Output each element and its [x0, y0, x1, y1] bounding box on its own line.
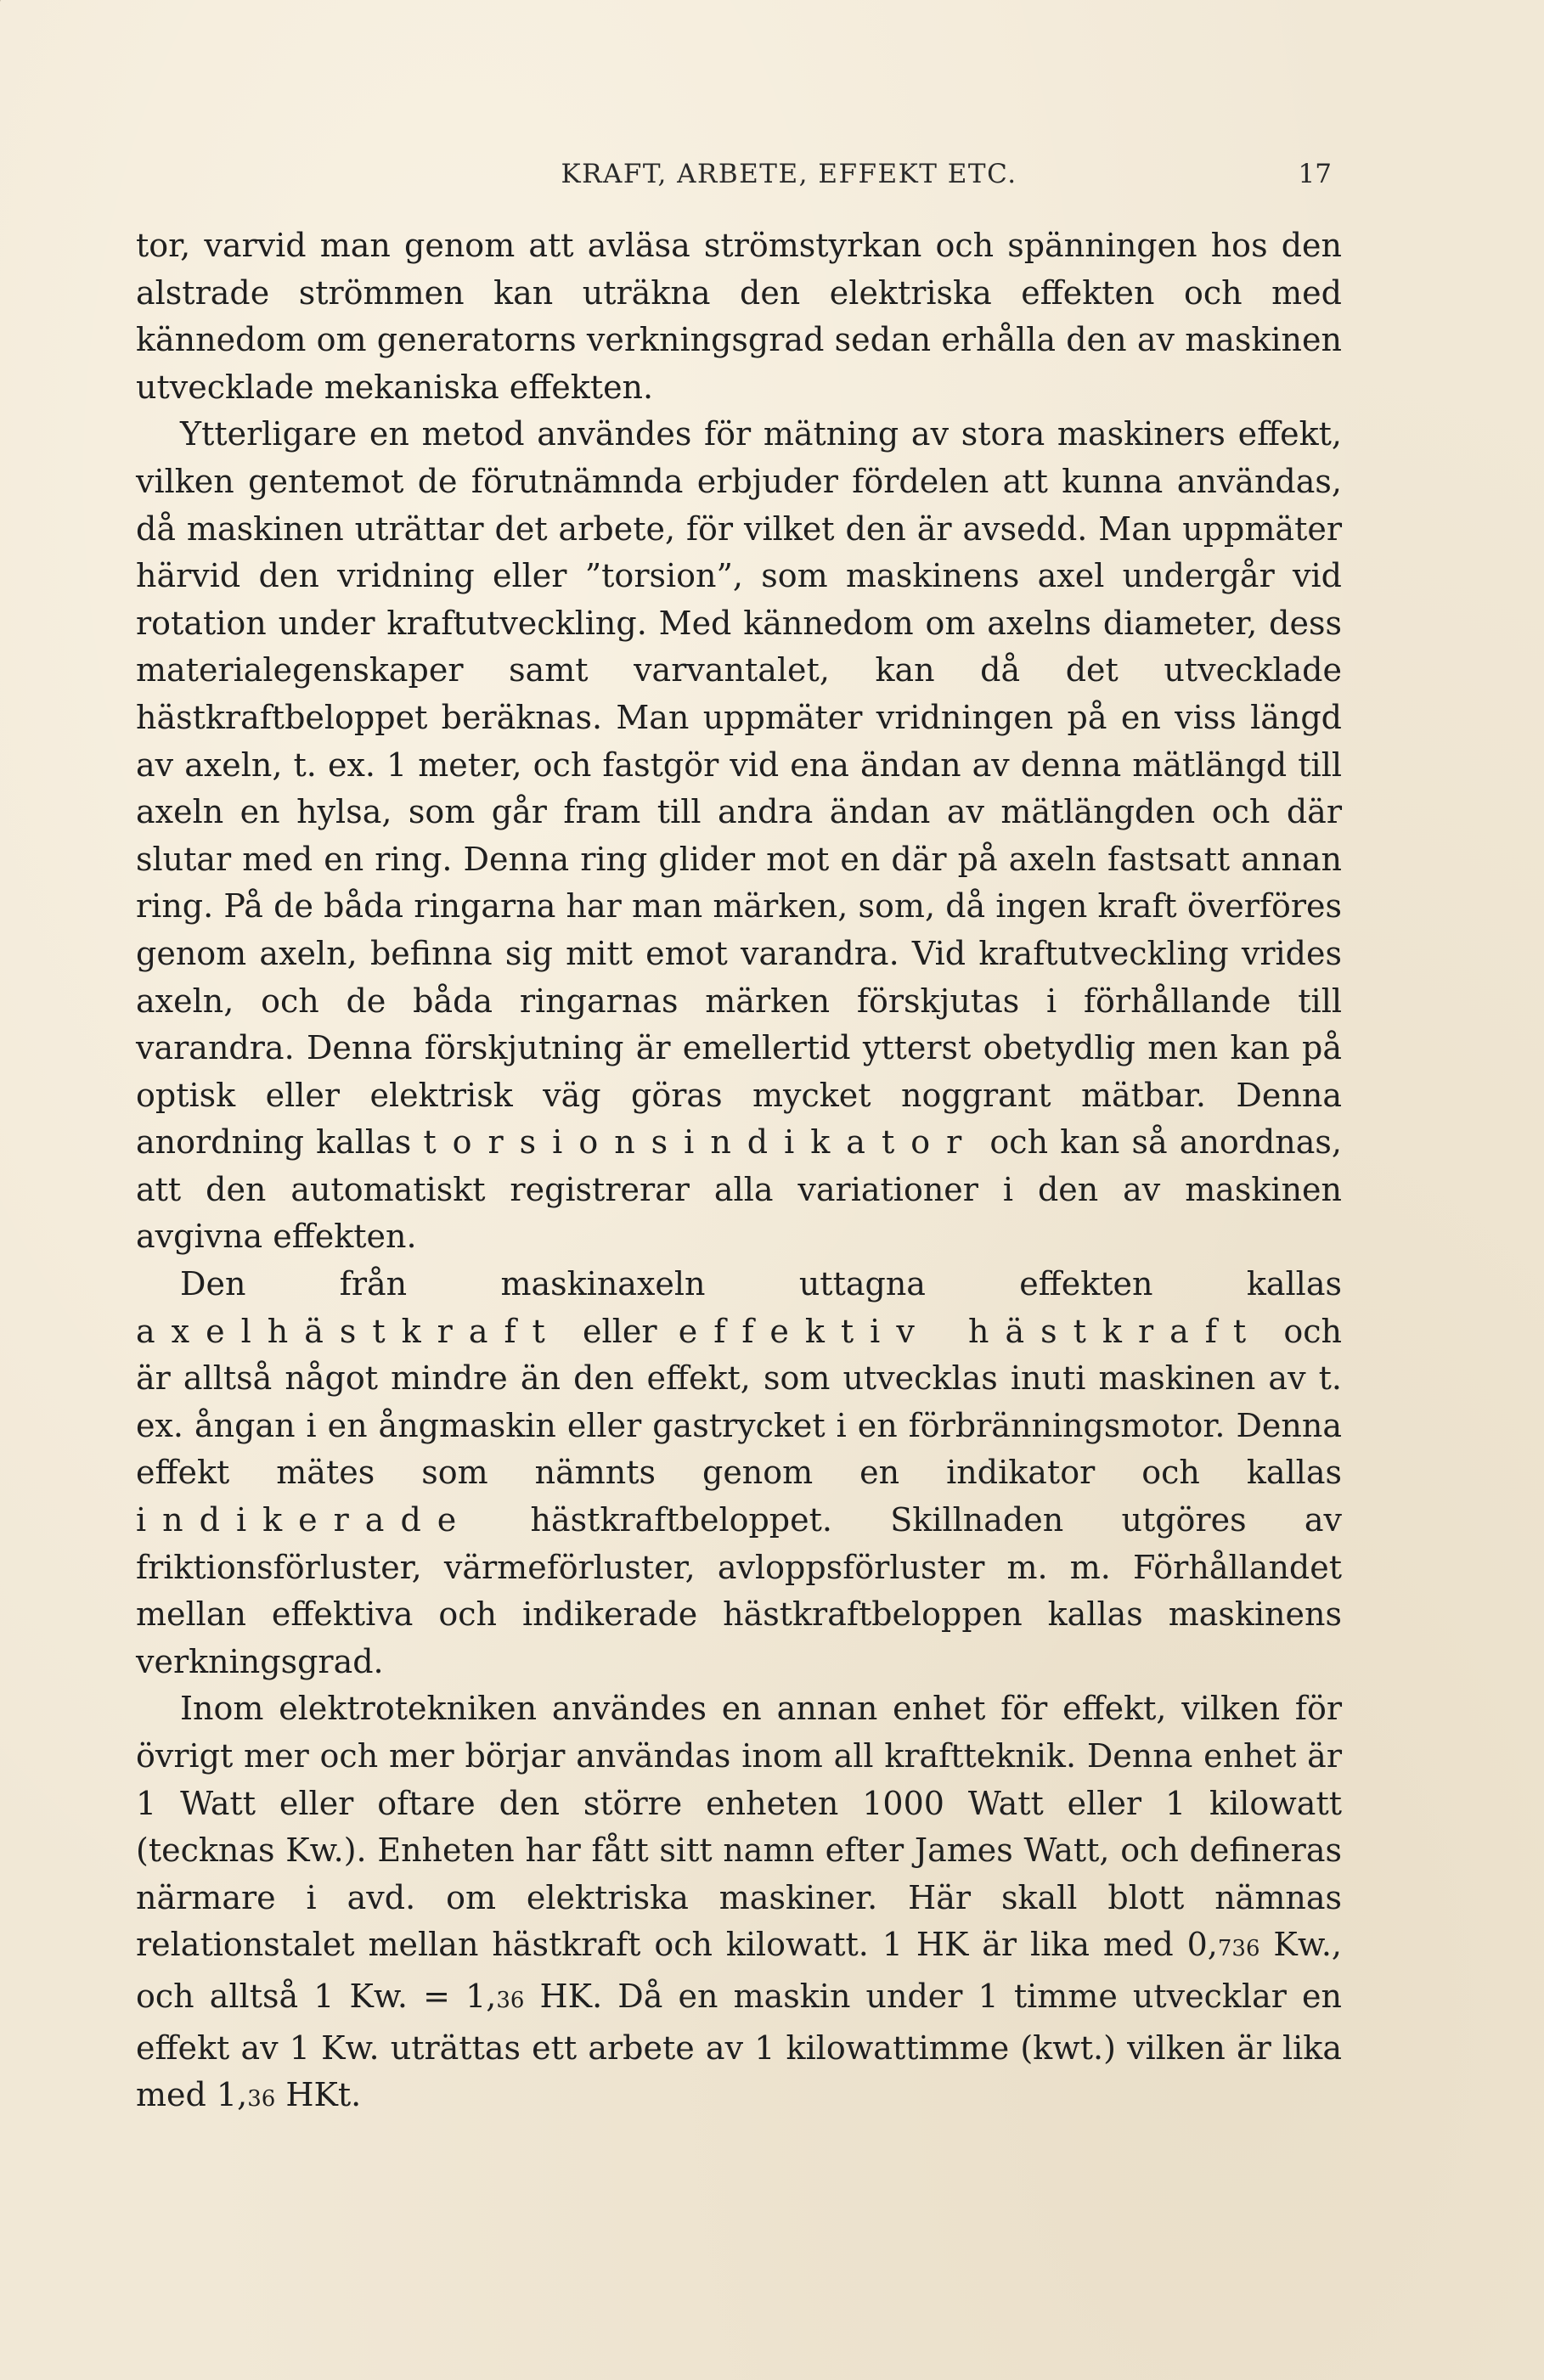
paragraph — [136, 222, 1342, 411]
paragraph — [136, 1685, 1342, 2123]
text-run: Kw., och alltså 1 Kw. = 1, — [136, 1926, 1342, 2015]
text-run: HK. Då en maskin under 1 timme utvecklar en effekt av 1 Kw. uträttas ett arbete av 1 kilowattimme (kwt.) vilken är lika med 1, — [136, 1977, 1342, 2114]
paragraph — [136, 1261, 1342, 1685]
spaced-term: effektiv hästkraft — [678, 1312, 1263, 1350]
decimal-digits: 36 — [496, 1987, 525, 2013]
text-run: Inom elektrotekniken användes en annan enhet för effekt, vilken för övrigt mer och mer börjar användas inom all kraftteknik. Denna enhet är 1 Watt eller oftare den större enheten 1000 Watt eller 1 kilowatt (tecknas Kw.). Enheten har fått sitt namn efter James Watt, och defineras närmare i avd. om elektriska maskiner. Här skall blott nämnas relationstalet mellan hästkraft och kilowatt. 1 HK är lika med 0, — [136, 1690, 1342, 1964]
text-run: Den från maskinaxeln uttagna effekten kallas — [180, 1265, 1342, 1303]
page-number: 17 — [1298, 159, 1332, 189]
spaced-term: indikerade — [136, 1501, 473, 1539]
text-run: tor, varvid man genom att avläsa strömstyrkan och spänningen hos den alstrade strömmen kan uträkna den elektriska effekten och med kännedom om generatorns verkningsgrad sedan erhålla den av maskinen utvecklade mekaniska effekten. — [136, 227, 1342, 406]
text-run: eller — [561, 1312, 679, 1350]
spaced-term: torsionsindikator — [423, 1123, 978, 1162]
text-run: HKt. — [275, 2076, 362, 2114]
running-head — [0, 153, 1544, 195]
decimal-digits: 736 — [1217, 1936, 1260, 1962]
spaced-term: axelhästkraft — [136, 1312, 561, 1350]
text-run: och är alltså något mindre än den effekt, som utvecklas inuti maskinen av t. ex. ångan i en ångmaskin eller gastrycket i en förbränningsmotor. Denna effekt mätes som nämnts genom en indikator och kallas — [136, 1312, 1343, 1492]
scan-edge — [0, 0, 52, 102]
body-text — [136, 222, 1342, 2124]
paragraph — [136, 411, 1342, 1261]
text-run: och kan så anordnas, att den automatiskt registrerar alla variationer i den av maskinen avgivna effekten. — [136, 1123, 1342, 1256]
decimal-digits: 36 — [247, 2086, 276, 2113]
running-title: KRAFT, ARBETE, EFFEKT ETC. — [561, 159, 1017, 189]
text-run: hästkraftbeloppet. Skillnaden utgöres av friktionsförluster, värmeförluster, avloppsförluster m. m. Förhållandet mellan effektiva och indikerade hästkraftbeloppen kallas maskinens verkningsgrad. — [136, 1501, 1342, 1680]
text-run: Ytterligare en metod användes för mätning av stora maskiners effekt, vilken gentemot de förutnämnda erbjuder fördelen att kunna användas, då maskinen uträttar det arbete, för vilket den är avsedd. Man uppmäter härvid den vridning eller ”torsion”, som maskinens axel undergår vid rotation under kraftutveckling. Med kännedom om axelns diameter, dess materialegenskaper samt varvantalet, kan då det utvecklade hästkraftbeloppet beräknas. Man uppmäter vridningen på en viss längd av axeln, t. ex. 1 meter, och fastgör vid ena ändan av denna mätlängd till axeln en hylsa, som går fram till andra ändan av mätlängden och där slutar med en ring. Denna ring glider mot en där på axeln fastsatt annan ring. På de båda ringarna har man märken, som, då ingen kraft överföres genom axeln, befinna sig mitt emot varandra. Vid kraftutveckling vrides axeln, och de båda ringarnas märken förskjutas i förhållande till varandra. Denna förskjutning är emellertid ytterst obetydlig men kan på optisk eller elektrisk väg göras mycket noggrant mätbar. Denna anordning kallas — [136, 415, 1342, 1162]
